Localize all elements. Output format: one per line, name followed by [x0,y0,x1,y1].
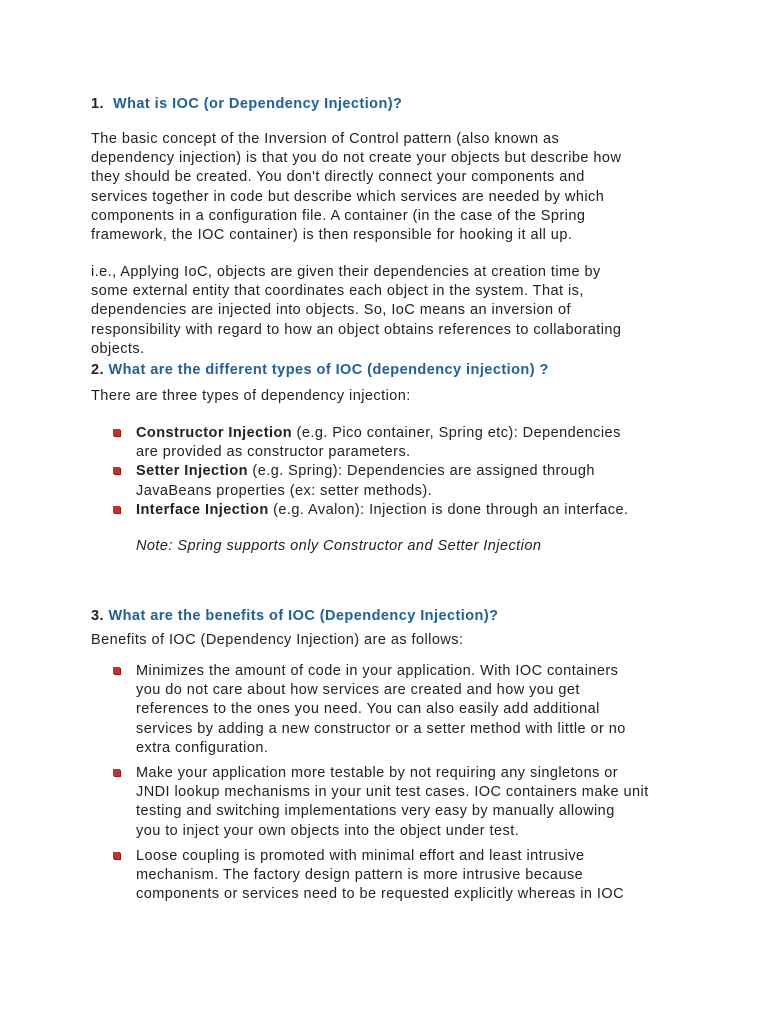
list-item [91,424,731,462]
note-text: Note: Spring supports only Constructor and Setter Injection [136,538,542,554]
bullet-icon [113,769,120,776]
bullet-icon [113,506,120,513]
item-term: Interface Injection [136,501,269,518]
text-line: components in a configuration file. A container (in the case of the Spring [91,207,586,224]
item-term: Setter Injection [136,463,248,480]
item-text: are provided as constructor parameters. [136,444,411,461]
bullet-icon [113,667,120,674]
item-text: you to inject your own objects into the object under test. [136,822,520,839]
item-text: mechanism. The factory design pattern is more intrusive because [136,867,584,884]
section-2-intro: There are three types of dependency injection: [91,388,411,404]
text-line: responsibility with regard to how an object obtains references to collaborating [91,321,622,338]
item-text: Loose coupling is promoted with minimal effort and least intrusive [136,847,585,864]
list-item [91,462,731,500]
list-item [91,764,731,841]
item-text: testing and switching implementations very easy by manually allowing [136,803,615,820]
section-1-number: 1. [91,96,104,112]
section-2-question: What are the different types of IOC (dependency injection) ? [108,362,549,378]
list-item [91,847,731,905]
section-3-heading [91,607,498,626]
bullet-icon [113,467,120,474]
section-2-heading [91,361,549,380]
injection-types-list [91,424,731,520]
section-3-number: 3. [91,608,104,624]
text-line: objects. [91,340,145,357]
item-text: JNDI lookup mechanisms in your unit test cases. IOC containers make unit [136,784,649,801]
item-text: (e.g. Spring): Dependencies are assigned through [247,463,595,480]
section-3-intro: Benefits of IOC (Dependency Injection) are as follows: [91,632,464,648]
item-text: extra configuration. [136,739,269,756]
section-1-paragraph-2 [91,263,621,359]
text-line: framework, the IOC container) is then responsible for hooking it all up. [91,227,573,244]
benefits-list [91,662,731,904]
item-text: (e.g. Avalon): Injection is done through an interface. [268,501,629,518]
item-text: Minimizes the amount of code in your application. With IOC containers [136,663,619,679]
list-item [91,662,731,758]
text-line: The basic concept of the Inversion of Control pattern (also known as [91,131,560,147]
item-text: Make your application more testable by not requiring any singletons or [136,765,619,782]
text-line: dependency injection) is that you do not create your objects but describe how [91,150,622,167]
section-1-paragraph-1 [91,130,621,245]
text-line: some external entity that coordinates each object in the system. That is, [91,283,584,300]
item-text: references to the ones you need. You can also easily add additional [136,701,600,718]
text-line: dependencies are injected into objects. So, IoC means an inversion of [91,302,572,319]
text-line: they should be created. You don't directly connect your components and [91,169,585,186]
bullet-icon [113,429,120,436]
text-line: services together in code but describe which services are needed by which [91,188,605,205]
item-term: Constructor Injection [136,425,293,441]
item-text: (e.g. Pico container, Spring etc): Dependencies [292,425,621,441]
text-line: i.e., Applying IoC, objects are given their dependencies at creation time by [91,264,601,280]
section-3-question: What are the benefits of IOC (Dependency Injection)? [108,608,499,624]
item-text: JavaBeans properties (ex: setter methods). [136,482,433,499]
list-item [91,501,731,520]
section-1-question: What is IOC (or Dependency Injection)? [112,96,403,112]
section-2-number: 2. [91,362,104,378]
section-1-heading [91,95,402,114]
item-text: you do not care about how services are created and how you get [136,682,580,699]
item-text: components or services need to be requested explicitly whereas in IOC [136,886,625,903]
item-text: services by adding a new constructor or a setter method with little or no [136,720,626,737]
bullet-icon [113,852,120,859]
